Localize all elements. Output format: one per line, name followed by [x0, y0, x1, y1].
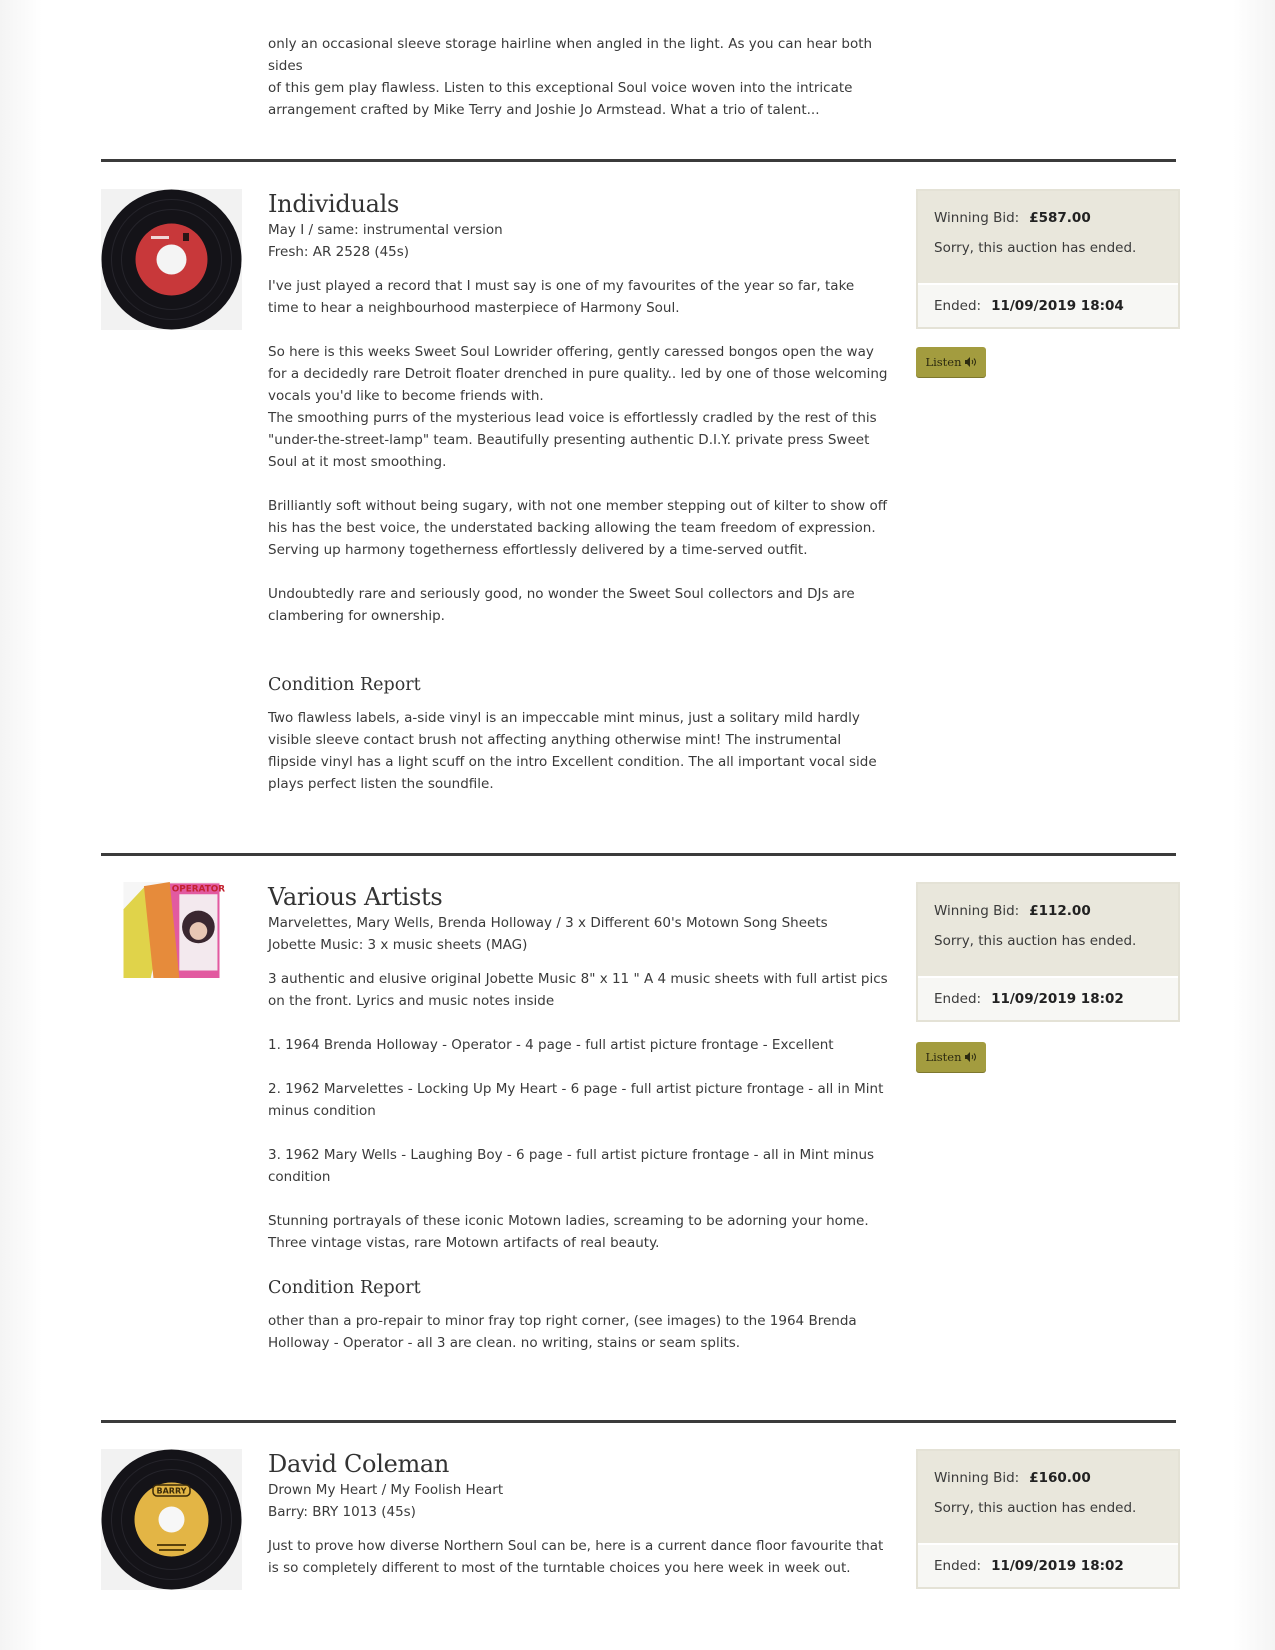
- winning-bid-label: Winning Bid:: [934, 1470, 1020, 1486]
- intro-line: of this gem play flawless. Listen to this exceptional Soul voice woven into the intricate: [268, 80, 853, 96]
- description-paragraph: Stunning portrayals of these iconic Motown ladies, screaming to be adorning your home. Three vintage vistas, rare Motown artifacts of real beauty.: [268, 1213, 869, 1251]
- ended-date: 11/09/2019 18:02: [991, 1558, 1124, 1574]
- lot-description: [268, 968, 888, 1254]
- listen-button[interactable]: [916, 347, 986, 377]
- bid-panel: [916, 882, 1180, 1022]
- page-margin-left: [0, 0, 42, 1650]
- lot-artist[interactable]: David Coleman: [268, 1450, 450, 1478]
- listen-label: Listen: [925, 355, 962, 369]
- vinyl-record-thumbnail[interactable]: [101, 1449, 242, 1590]
- winning-bid-amount: £587.00: [1029, 210, 1091, 226]
- description-paragraph: Just to prove how diverse Northern Soul can be, here is a current dance floor favourite that is so completely different to most of the turntable choices you here week in week out.: [268, 1538, 884, 1576]
- intro-line: arrangement crafted by Mike Terry and Joshie Jo Armstead. What a trio of talent...: [268, 102, 820, 118]
- ended-label: Ended:: [934, 1558, 982, 1574]
- ended-label: Ended:: [934, 298, 982, 314]
- ended-label: Ended:: [934, 991, 982, 1007]
- description-paragraph: So here is this weeks Sweet Soul Lowrider offering, gently caressed bongos open the way for a decidedly rare Detroit floater drenched in pure quality.. led by one of those welcoming vocals you'd like to become friends with. The smoothing purrs of the mysterious lead voice is effortlessly cradled by the rest of this "under-the-street-lamp" team. Beautifully presenting authentic D.I.Y. private press Sweet Soul at it most smoothing.: [268, 344, 888, 470]
- auction-ended-message: Sorry, this auction has ended.: [934, 1500, 1137, 1516]
- condition-report-heading: Condition Report: [268, 1278, 421, 1298]
- lot-description: [268, 1535, 888, 1579]
- description-paragraph: Brilliantly soft without being sugary, with not one member stepping out of kilter to show off his has the best voice, the understated backing allowing the team freedom of expression. Serving up harmony togetherness effortlessly delivered by a time-served outfit.: [268, 498, 888, 558]
- ended-date: 11/09/2019 18:04: [991, 298, 1124, 314]
- auction-ended-message: Sorry, this auction has ended.: [934, 240, 1137, 256]
- page-margin-right: [1233, 0, 1275, 1650]
- lot-title: Drown My Heart / My Foolish Heart: [268, 1482, 504, 1498]
- vinyl-record-thumbnail[interactable]: [101, 189, 242, 330]
- bid-panel: [916, 1449, 1180, 1589]
- lot-content: [268, 1449, 888, 1601]
- intro-line: only an occasional sleeve storage hairline when angled in the light. As you can hear both sides: [268, 36, 873, 74]
- lot-artist[interactable]: Various Artists: [268, 883, 443, 911]
- condition-report-heading: Condition Report: [268, 675, 421, 695]
- description-paragraph: I've just played a record that I must say is one of my favourites of the year so far, take time to hear a neighbourhood masterpiece of Harmony Soul.: [268, 278, 855, 316]
- lot-content: [268, 882, 888, 1354]
- lot-divider: [101, 159, 1176, 162]
- auction-ended-message: Sorry, this auction has ended.: [934, 933, 1137, 949]
- speaker-icon: [965, 1052, 977, 1062]
- winning-bid-label: Winning Bid:: [934, 210, 1020, 226]
- ended-date: 11/09/2019 18:02: [991, 991, 1124, 1007]
- music-sheets-thumbnail[interactable]: [101, 882, 242, 978]
- lot-divider: [101, 1420, 1176, 1423]
- lot-label-info: Jobette Music: 3 x music sheets (MAG): [268, 937, 528, 953]
- record-label-logo-text: BARRY: [156, 1486, 187, 1496]
- description-paragraph: Undoubtedly rare and seriously good, no wonder the Sweet Soul collectors and DJs are clambering for ownership.: [268, 586, 855, 624]
- condition-report-text: other than a pro-repair to minor fray top right corner, (see images) to the 1964 Brenda Holloway - Operator - all 3 are clean. no writing, stains or seam splits.: [268, 1313, 857, 1351]
- winning-bid-amount: £160.00: [1029, 1470, 1091, 1486]
- description-paragraph: 3. 1962 Mary Wells - Laughing Boy - 6 page - full artist picture frontage - all in Mint minus condition: [268, 1147, 875, 1185]
- description-paragraph: 3 authentic and elusive original Jobette Music 8" x 11 " A 4 music sheets with full artist pics on the front. Lyrics and music notes inside: [268, 971, 888, 1009]
- condition-report-text: Two flawless labels, a-side vinyl is an impeccable mint minus, just a solitary mild hardly visible sleeve contact brush not affecting anything otherwise mint! The instrumental flipside vinyl has a light scuff on the intro Excellent condition. The all important vocal side plays perfect listen the soundfile.: [268, 710, 877, 792]
- bid-panel: [916, 189, 1180, 329]
- lot-label-info: Fresh: AR 2528 (45s): [268, 244, 410, 260]
- speaker-icon: [965, 357, 977, 367]
- lot-label-info: Barry: BRY 1013 (45s): [268, 1504, 416, 1520]
- listen-button[interactable]: [916, 1042, 986, 1072]
- winning-bid-label: Winning Bid:: [934, 903, 1020, 919]
- lot-title: Marvelettes, Mary Wells, Brenda Holloway / 3 x Different 60's Motown Song Sheets: [268, 915, 828, 931]
- sheet-title-text: OPERATOR: [171, 884, 226, 895]
- lot-content: [268, 189, 888, 795]
- lot-divider: [101, 853, 1176, 856]
- lot-artist[interactable]: Individuals: [268, 190, 400, 218]
- previous-lot-description-tail: [268, 33, 888, 121]
- listen-label: Listen: [925, 1050, 962, 1064]
- description-paragraph: 1. 1964 Brenda Holloway - Operator - 4 page - full artist picture frontage - Excellent: [268, 1037, 834, 1053]
- winning-bid-amount: £112.00: [1029, 903, 1091, 919]
- description-paragraph: 2. 1962 Marvelettes - Locking Up My Heart - 6 page - full artist picture frontage - all in Mint minus condition: [268, 1081, 884, 1119]
- lot-description: [268, 275, 888, 627]
- lot-title: May I / same: instrumental version: [268, 222, 503, 238]
